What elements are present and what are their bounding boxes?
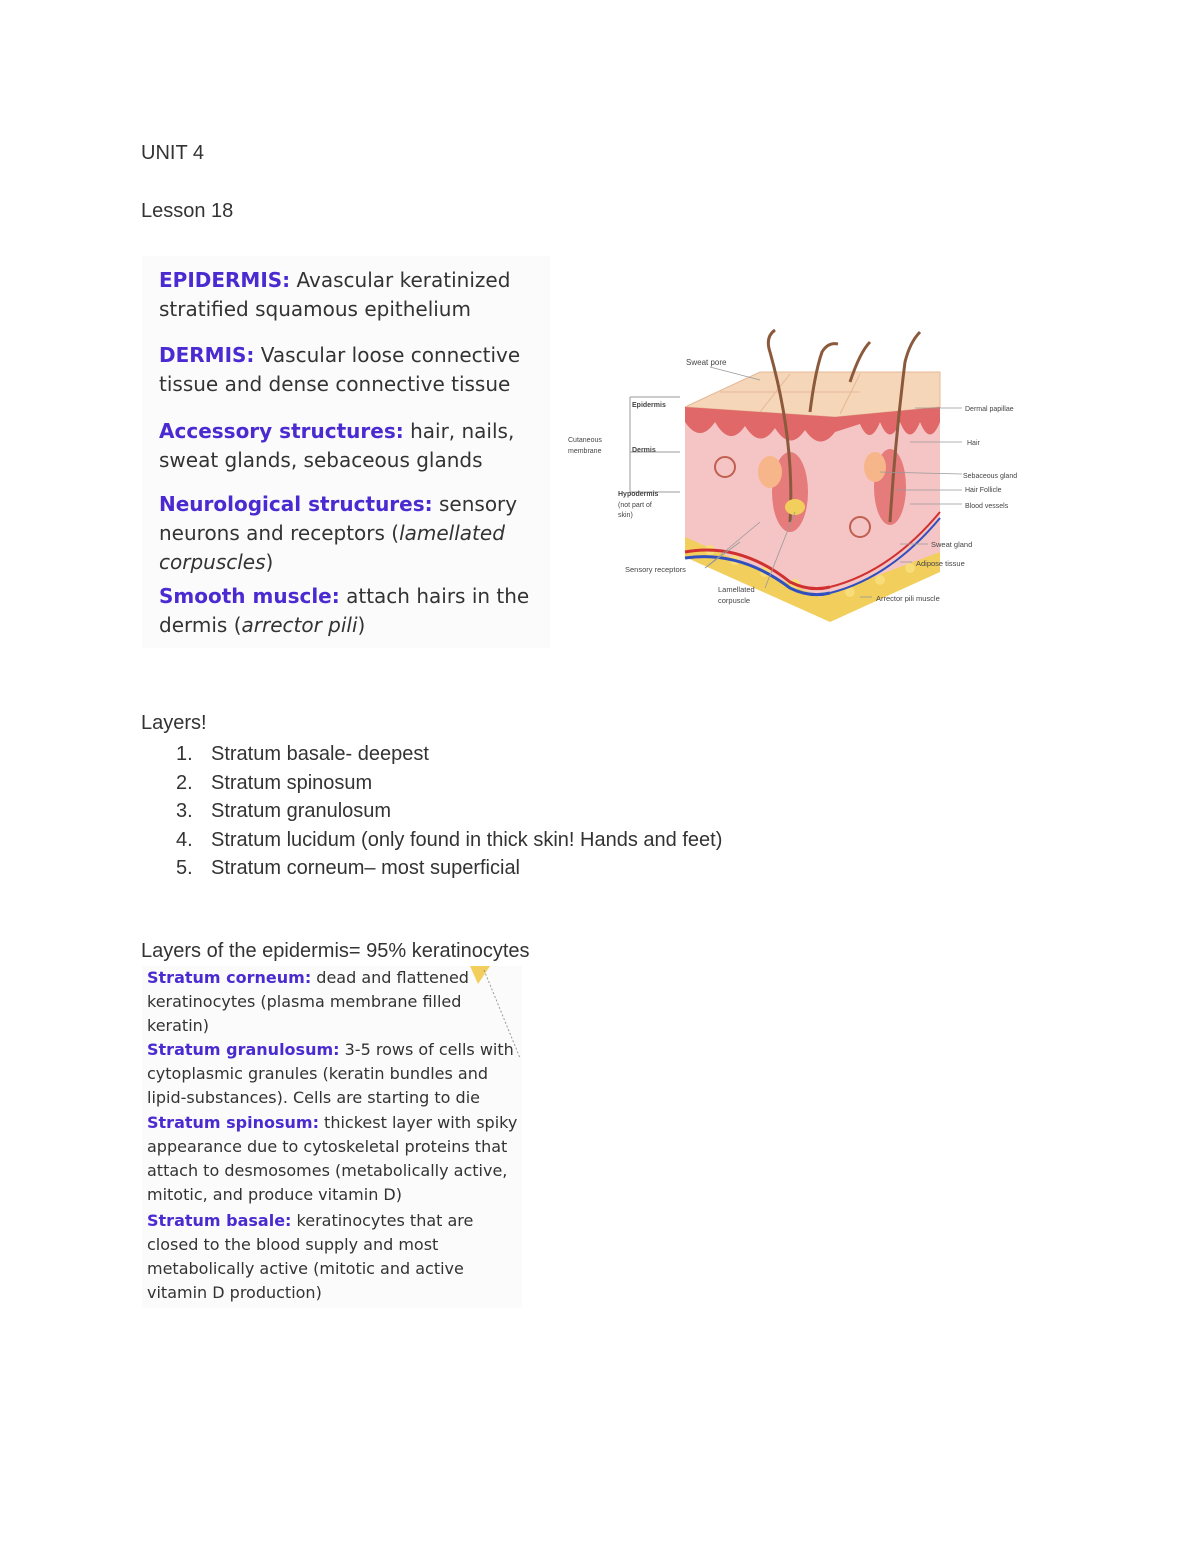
- epidermis-text: thickest layer with spiky appearance due to cytoskeletal proteins that attach to desmosomes (metabolically active, mitotic, and produce vitamin D): [147, 1113, 518, 1204]
- list-text: Stratum basale- deepest: [211, 743, 429, 765]
- label-skin: skin): [618, 512, 633, 519]
- label-not-part-of: (not part of: [618, 502, 652, 509]
- list-item: [176, 740, 722, 769]
- label-membrane: membrane: [568, 448, 602, 455]
- definition-text: Vascular loose connective tissue and dense connective tissue: [159, 343, 521, 396]
- definition-term: EPIDERMIS:: [159, 268, 291, 292]
- definition-italic: arrector pili: [241, 613, 358, 637]
- list-item: [176, 826, 722, 855]
- unit-title: UNIT 4: [141, 142, 204, 164]
- epidermis-item-corneum: [147, 966, 519, 1038]
- definition-text: hair, nails, sweat glands, sebaceous glands: [159, 419, 515, 472]
- definition-term: Accessory structures:: [159, 419, 404, 443]
- label-epidermis: Epidermis: [632, 402, 666, 409]
- definition-text: attach hairs in the dermis (: [159, 584, 530, 637]
- list-item: [176, 854, 722, 883]
- epidermis-text: 3-5 rows of cells with cytoplasmic granules (keratin bundles and lipid-substances). Cells are starting to die: [147, 1040, 514, 1107]
- label-hair-follicle: Hair Follicle: [965, 487, 1002, 494]
- label-sweat-gland: Sweat gland: [931, 540, 973, 549]
- definition-text: ): [265, 550, 274, 574]
- definition-accessory: [159, 417, 544, 475]
- label-cutaneous: Cutaneous: [568, 437, 602, 444]
- list-text: Stratum spinosum: [211, 771, 373, 794]
- label-adipose-tissue: Adipose tissue: [916, 559, 965, 568]
- list-text: Stratum lucidum (only found in thick skin! Hands and feet): [211, 828, 723, 851]
- layers-heading: Layers!: [141, 712, 207, 734]
- label-blood-vessels: Blood vessels: [965, 503, 1009, 510]
- definition-epidermis: [159, 266, 544, 324]
- definition-italic: lamellated corpuscles: [159, 521, 505, 574]
- label-sebaceous-gland: Sebaceous gland: [963, 473, 1018, 480]
- definitions-image: [142, 256, 550, 648]
- list-text: Stratum granulosum: [211, 800, 392, 822]
- skin-cross-section-illustration: [560, 322, 1040, 652]
- label-arrector-pili: Arrector pili muscle: [876, 594, 940, 603]
- epidermis-layers-image: [142, 966, 522, 1308]
- list-text: Stratum corneum– most superficial: [211, 857, 521, 879]
- epidermis-term: Stratum corneum:: [147, 968, 312, 987]
- label-sensory-receptors: Sensory receptors: [625, 565, 686, 574]
- epidermis-text: keratinocytes that are closed to the blood supply and most metabolically active (mitotic and active vitamin D production): [147, 1211, 474, 1302]
- epidermis-term: Stratum granulosum:: [147, 1040, 340, 1059]
- list-number: 5.: [176, 857, 193, 879]
- label-hypodermis: Hypodermis: [618, 491, 659, 498]
- definition-dermis: [159, 341, 544, 399]
- epidermis-item-basale: [147, 1209, 519, 1305]
- list-item: [176, 769, 722, 798]
- label-dermis: Dermis: [632, 447, 656, 454]
- label-lamellated: Lamellated: [718, 585, 755, 594]
- definition-term: DERMIS:: [159, 343, 255, 367]
- definition-text: ): [357, 613, 366, 637]
- list-number: 4.: [176, 828, 193, 851]
- definition-term: Neurological structures:: [159, 492, 433, 516]
- definition-term: Smooth muscle:: [159, 584, 340, 608]
- label-corpuscle: corpuscle: [718, 596, 751, 605]
- epidermis-item-granulosum: [147, 1038, 519, 1110]
- label-dermal-papillae: Dermal papillae: [965, 406, 1014, 413]
- list-number: 1.: [176, 743, 193, 765]
- epidermis-term: Stratum spinosum:: [147, 1113, 319, 1132]
- definition-neurological: [159, 490, 544, 577]
- epidermis-term: Stratum basale:: [147, 1211, 292, 1230]
- definition-text: Avascular keratinized stratified squamous epithelium: [159, 268, 511, 321]
- skin-diagram: [560, 322, 1040, 652]
- definition-smooth-muscle: [159, 582, 544, 640]
- epidermis-text: dead and flattened keratinocytes (plasma membrane filled keratin): [147, 968, 469, 1035]
- list-number: 2.: [176, 771, 193, 794]
- definition-text: sensory neurons and receptors (: [159, 492, 518, 545]
- epidermis-item-spinosum: [147, 1111, 519, 1207]
- lesson-title: Lesson 18: [141, 200, 234, 222]
- label-sweat-pore: Sweat pore: [686, 358, 727, 367]
- list-item: [176, 797, 722, 826]
- list-number: 3.: [176, 800, 193, 822]
- layers-list: [176, 740, 722, 883]
- label-hair: Hair: [967, 440, 980, 447]
- epidermis-heading: Layers of the epidermis= 95% keratinocytes: [141, 940, 530, 962]
